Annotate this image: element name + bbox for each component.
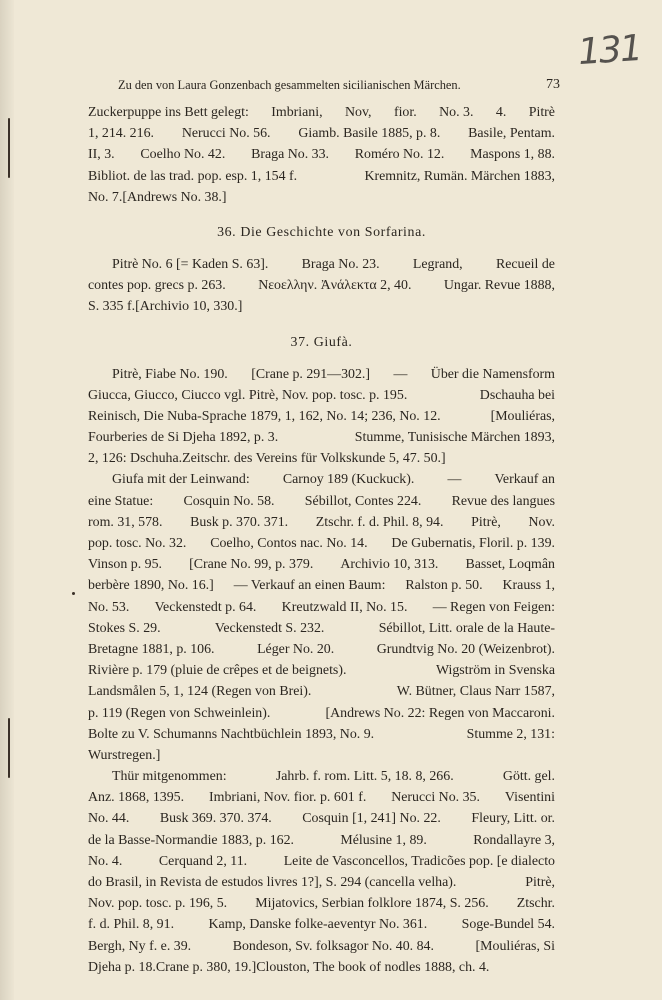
- text-line: [88, 166, 555, 187]
- text-segment: Pitrè, Fiabe No. 190.: [112, 366, 228, 382]
- text-line: [88, 385, 555, 406]
- section-gap: [88, 354, 555, 364]
- text-segment: Basset, Loqmân: [465, 557, 555, 573]
- text-segment: Stumme 2, 131:: [466, 726, 555, 742]
- text-segment: Bondeson, Sv. folksagor No. 40. 84.: [232, 938, 434, 954]
- text-segment: Veckenstedt p. 64.: [154, 599, 257, 615]
- text-line: [88, 364, 555, 385]
- text-segment: Nov,: [345, 105, 372, 120]
- text-segment: Giufa mit der Leinwand:: [112, 472, 250, 488]
- text-line: [88, 144, 555, 165]
- text-segment: [Crane No. 99, p. 379.: [189, 557, 314, 573]
- text-segment: Pitrè No. 6 [= Kaden S. 63].: [112, 256, 269, 272]
- text-line: [88, 254, 555, 275]
- text-segment: No. 7.: [88, 189, 123, 205]
- text-line: [88, 851, 555, 872]
- text-line: [88, 469, 555, 490]
- text-segment: Fourberies de Si Djeha 1892, p. 3.: [88, 430, 279, 446]
- text-segment: [Andrews No. 38.]: [122, 189, 227, 205]
- text-segment: Mélusine 1, 89.: [340, 832, 427, 848]
- text-segment: pop. tosc. No. 32.: [88, 536, 187, 551]
- text-segment: Zuckerpuppe ins Bett gelegt:: [88, 105, 249, 120]
- text-segment: Leite de Vasconcellos, Tradicões pop. [e dialecto: [283, 853, 555, 869]
- text-segment: S. 335 f.: [88, 299, 136, 315]
- text-segment: 2, 126: Dschuha.: [88, 451, 183, 467]
- text-segment: f. d. Phil. 8, 91.: [88, 917, 175, 933]
- text-segment: Busk p. 370. 371.: [190, 514, 289, 530]
- text-segment: Giamb. Basile 1885, p. 8.: [298, 126, 441, 142]
- paragraph: [88, 766, 555, 978]
- text-segment: Bolte zu V. Schumanns Nachtbüchlein 1893, No. 9.: [88, 726, 375, 742]
- text-line: [88, 296, 555, 317]
- section-gap: [88, 318, 555, 332]
- text-segment: Ungar. Revue 1888,: [443, 278, 555, 294]
- text-segment: Cosquin No. 58.: [183, 493, 275, 509]
- text-segment: No. 44.: [88, 811, 130, 827]
- text-segment: rom. 31, 578.: [88, 514, 163, 530]
- text-segment: Soge-Bundel 54.: [461, 917, 555, 933]
- text-line: [88, 618, 555, 639]
- text-segment: Mijatovics, Serbian folklore 1874, S. 256.: [255, 896, 489, 912]
- text-line: [88, 533, 555, 554]
- text-line: [88, 512, 555, 533]
- text-segment: Legrand,: [412, 256, 463, 272]
- text-line: [88, 427, 555, 448]
- text-segment: Stumme, Tunisische Märchen 1893,: [354, 430, 555, 446]
- text-segment: Nov.: [528, 514, 555, 530]
- text-segment: [Mouliéras,: [490, 408, 555, 424]
- text-line: [88, 808, 555, 829]
- text-line: [88, 957, 555, 978]
- text-line: [88, 660, 555, 681]
- text-segment: Cosquin [1, 241] No. 22.: [302, 811, 441, 827]
- text-segment: — Verkauf an einen Baum:: [233, 578, 386, 594]
- margin-dot: [72, 592, 75, 595]
- text-line: [88, 187, 555, 208]
- text-segment: Rivière p. 179 (pluie de crêpes et de beignets).: [88, 663, 347, 679]
- text-segment: Veckenstedt S. 232.: [214, 620, 325, 636]
- margin-mark: [8, 718, 10, 778]
- text-segment: Nerucci No. 35.: [391, 790, 480, 806]
- text-line: [88, 406, 555, 427]
- text-segment: No. 3.: [439, 105, 474, 120]
- text-line: [88, 597, 555, 618]
- text-line: [88, 872, 555, 893]
- text-line: [88, 703, 555, 724]
- text-segment: Cerquand 2, 11.: [158, 853, 248, 869]
- text-segment: Bretagne 1881, p. 106.: [88, 641, 215, 657]
- text-segment: Vinson p. 95.: [88, 557, 163, 573]
- text-segment: [Archivio 10, 330.]: [135, 299, 243, 315]
- text-line: [88, 745, 555, 766]
- text-segment: W. Bütner, Claus Narr 1587,: [396, 684, 555, 700]
- text-line: [88, 491, 555, 512]
- text-segment: Zeitschr. des Vereins für Volkskunde 5, 47. 50.]: [182, 451, 446, 467]
- text-segment: Gött. gel.: [502, 769, 555, 785]
- margin-mark: [8, 118, 10, 178]
- text-segment: Fleury, Litt. or.: [471, 811, 555, 827]
- text-segment: Visentini: [504, 790, 555, 806]
- text-segment: 1, 214. 216.: [88, 126, 154, 142]
- text-segment: Recueil de: [495, 256, 555, 272]
- text-segment: Kreutzwald II, No. 15.: [281, 599, 408, 615]
- paragraph: [88, 364, 555, 470]
- text-segment: Dschauha bei: [479, 387, 555, 403]
- text-segment: Archivio 10, 313.: [340, 557, 439, 573]
- text-segment: Krauss 1,: [502, 578, 555, 594]
- text-segment: [Andrews No. 22: Regen von Maccaroni.: [325, 705, 555, 721]
- paragraph: [88, 102, 555, 208]
- text-segment: Ralston p. 50.: [405, 578, 483, 594]
- text-line: [88, 681, 555, 702]
- section-gap: [88, 208, 555, 222]
- paragraph: [88, 469, 555, 766]
- text-segment: do Brasil, in Revista de estudos livres 1?], S. 294 (cancella velha).: [88, 875, 457, 890]
- text-segment: [Crane p. 291—302.]: [251, 366, 371, 382]
- text-segment: No. 53.: [88, 599, 130, 615]
- text-segment: No. 4.: [88, 853, 123, 869]
- text-segment: Maspons 1, 88.: [470, 147, 555, 163]
- text-segment: Léger No. 20.: [257, 641, 335, 657]
- text-segment: Pitrè: [528, 105, 555, 120]
- text-line: [88, 275, 555, 296]
- text-segment: — Regen von Feigen:: [432, 599, 555, 615]
- text-segment: Wurstregen.]: [88, 747, 161, 763]
- page-number: 73: [546, 77, 560, 92]
- text-segment: Braga No. 23.: [301, 256, 380, 272]
- text-segment: de la Basse-Normandie 1883, p. 162.: [88, 832, 294, 848]
- section-gap: [88, 244, 555, 254]
- text-segment: p. 119 (Regen von Schweinlein).: [88, 705, 271, 721]
- text-segment: Bibliot. de las trad. pop. esp. 1, 154 f.: [88, 168, 298, 184]
- text-segment: Anz. 1868, 1395.: [88, 790, 185, 806]
- text-segment: Bergh, Ny f. e. 39.: [88, 938, 192, 954]
- text-segment: Nov. pop. tosc. p. 196, 5.: [88, 896, 228, 912]
- text-segment: [Mouliéras, Si: [475, 938, 555, 954]
- text-segment: Ztschr.: [516, 896, 555, 912]
- page-body: [88, 102, 555, 978]
- text-segment: Verkauf an: [494, 472, 555, 488]
- paragraph: [88, 254, 555, 318]
- text-segment: Sébillot, Litt. orale de la Haute-: [378, 620, 555, 636]
- text-segment: Jahrb. f. rom. Litt. 5, 18. 8, 266.: [275, 769, 454, 785]
- text-segment: Coelho No. 42.: [140, 147, 226, 163]
- text-segment: Landsmålen 5, 1, 124 (Regen von Brei).: [88, 684, 312, 700]
- text-segment: Wigström in Svenska: [435, 663, 555, 679]
- text-line: [88, 554, 555, 575]
- text-segment: Revue des langues: [451, 493, 555, 509]
- text-line: [88, 893, 555, 914]
- text-segment: —: [447, 472, 462, 488]
- text-segment: Imbriani,: [271, 105, 323, 120]
- text-segment: II, 3.: [88, 147, 115, 163]
- text-segment: fior.: [393, 105, 417, 120]
- text-segment: Kamp, Danske folke-aeventyr No. 361.: [208, 917, 428, 933]
- text-line: [88, 766, 555, 787]
- text-segment: Busk 369. 370. 374.: [159, 811, 272, 827]
- text-segment: Braga No. 33.: [251, 147, 330, 163]
- text-segment: Pitrè,: [525, 875, 555, 890]
- text-segment: Νεοελλην. Ἀνάλεκτα 2, 40.: [258, 278, 412, 294]
- running-title: Zu den von Laura Gonzenbach gesammelten sicilianischen Märchen.: [118, 78, 461, 92]
- text-line: [88, 639, 555, 660]
- text-segment: Thür mitgenommen:: [112, 769, 227, 785]
- running-header: [118, 78, 560, 93]
- text-segment: Stokes S. 29.: [88, 620, 161, 636]
- text-segment: Imbriani, Nov. fior. p. 601 f.: [209, 790, 367, 806]
- text-segment: Basile, Pentam.: [468, 126, 555, 142]
- section-title: 36. Die Geschichte von Sorfarina.: [217, 224, 426, 240]
- text-segment: Ztschr. f. d. Phil. 8, 94.: [315, 514, 444, 530]
- text-segment: Coelho, Contos nac. No. 14.: [210, 536, 368, 551]
- pencil-folio-number: 131: [576, 27, 643, 74]
- text-segment: Grundtvig No. 20 (Weizenbrot).: [376, 641, 555, 657]
- text-line: [88, 936, 555, 957]
- text-segment: Nerucci No. 56.: [181, 126, 271, 142]
- text-segment: Sébillot, Contes 224.: [304, 493, 422, 509]
- text-segment: —: [393, 366, 408, 382]
- text-segment: berbère 1890, No. 16.]: [88, 578, 214, 594]
- text-segment: Crane p. 380, 19.]: [155, 959, 257, 975]
- text-segment: De Gubernatis, Floril. p. 139.: [391, 536, 555, 551]
- text-segment: Über die Namensform: [430, 366, 555, 382]
- section-title: 37. Giufà.: [290, 334, 353, 350]
- text-line: [88, 102, 555, 123]
- text-segment: 4.: [495, 105, 507, 120]
- page-edge: [0, 0, 14, 1000]
- text-line: [88, 787, 555, 808]
- text-segment: Roméro No. 12.: [354, 147, 445, 163]
- text-segment: contes pop. grecs p. 263.: [88, 278, 226, 294]
- text-segment: Pitrè,: [471, 514, 501, 530]
- text-line: [88, 724, 555, 745]
- text-segment: Giucca, Giucco, Ciucco vgl. Pitrè, Nov. pop. tosc. p. 195.: [88, 387, 408, 403]
- text-segment: Djeha p. 18.: [88, 959, 156, 975]
- text-segment: Clouston, The book of nodles 1888, ch. 4.: [256, 959, 490, 975]
- text-segment: Kremnitz, Rumän. Märchen 1883,: [364, 168, 555, 184]
- text-segment: eine Statue:: [88, 493, 154, 509]
- text-segment: Rondallayre 3,: [473, 832, 555, 848]
- text-line: [88, 830, 555, 851]
- text-segment: Carnoy 189 (Kuckuck).: [282, 472, 415, 488]
- text-segment: Reinisch, Die Nuba-Sprache 1879, 1, 162, No. 14; 236, No. 12.: [88, 408, 441, 424]
- text-line: [88, 575, 555, 596]
- text-line: [88, 914, 555, 935]
- text-line: [88, 123, 555, 144]
- text-line: [88, 448, 555, 469]
